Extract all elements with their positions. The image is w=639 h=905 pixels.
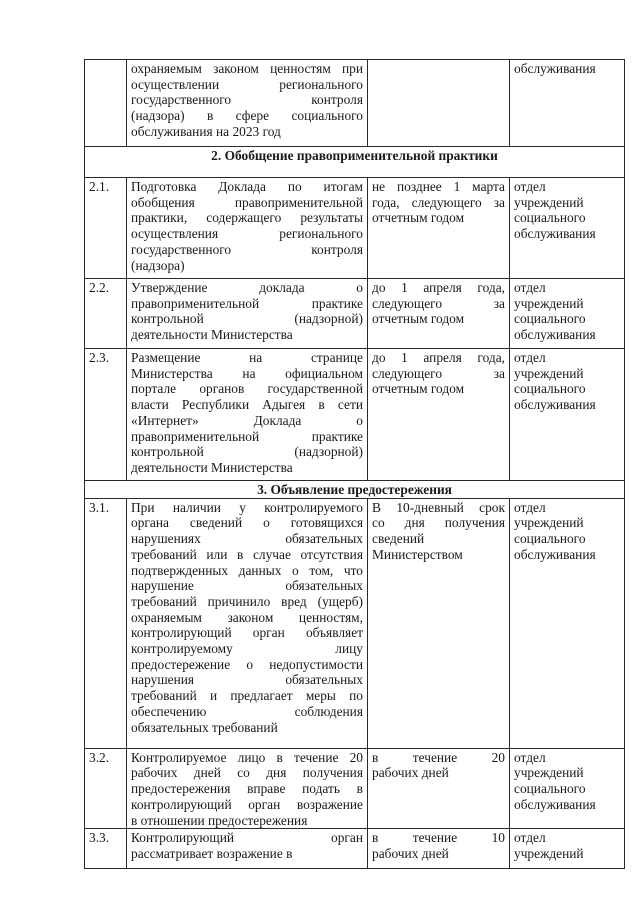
responsible-cell-line: социального <box>514 311 586 327</box>
term-cell-line: не позднее 1 марта <box>372 179 505 194</box>
action-cell-line: обслуживания на 2023 год <box>131 123 281 139</box>
responsible-cell-line: отдел <box>514 280 546 295</box>
action-cell-line: контрольной (надзорной) <box>131 311 363 327</box>
action-cell-line: контролирующий орган объявляет <box>131 625 363 641</box>
item-number: 2.1. <box>85 178 127 279</box>
action-cell-line: рабочих дней со дня получения <box>131 765 363 781</box>
action-cell-line: государственного контроля <box>131 241 363 257</box>
action-cell <box>127 829 368 869</box>
action-cell-line: предостережение о недопустимости <box>131 656 363 672</box>
table-row <box>85 498 625 748</box>
item-number <box>85 60 127 147</box>
action-cell <box>127 748 368 829</box>
action-cell <box>127 178 368 279</box>
responsible-cell-line: обслуживания <box>514 397 596 413</box>
term-cell-line: до 1 апреля года, <box>372 280 505 295</box>
action-cell-line: в отношении предостережения <box>131 812 308 828</box>
action-cell-line: контрольной (надзорной) <box>131 444 363 460</box>
action-cell-line: правоприменительной практике <box>131 428 363 444</box>
responsible-cell-line: учреждений <box>514 194 584 210</box>
action-cell-line: Контролирующий орган <box>131 830 363 846</box>
action-cell-line: Министерства на официальном <box>131 365 363 381</box>
responsible-cell-line: обслуживания <box>514 226 596 242</box>
term-cell <box>368 498 510 748</box>
term-cell-line: отчетным годом <box>372 210 465 226</box>
action-cell-line: осуществлении регионального <box>131 76 363 92</box>
responsible-cell-line: обслуживания <box>514 796 596 812</box>
term-cell-line: со дня получения <box>372 515 505 531</box>
term-cell-line: до 1 апреля года, <box>372 350 505 365</box>
action-cell-line: (надзора) <box>131 257 185 273</box>
action-cell-line: органа сведений о готовящихся <box>131 515 363 531</box>
responsible-cell-line: социального <box>514 381 586 397</box>
responsible-cell-line: социального <box>514 210 586 226</box>
term-cell <box>368 60 510 147</box>
action-cell-line: правоприменительной практике <box>131 295 363 311</box>
measures-table <box>84 59 625 869</box>
item-number: 3.1. <box>85 498 127 748</box>
section-header-row <box>85 481 625 499</box>
action-cell-line: нарушения обязательных <box>131 672 363 688</box>
action-cell-line: Утверждение доклада о <box>131 280 363 295</box>
term-cell <box>368 748 510 829</box>
term-cell-line: отчетным годом <box>372 381 465 397</box>
action-cell-line: практики, содержащего результаты <box>131 210 363 226</box>
term-cell-line: следующего за <box>372 295 505 311</box>
responsible-cell <box>510 60 625 147</box>
action-cell-line: подтвержденных данных о том, что <box>131 562 363 578</box>
action-cell-line: власти Республики Адыгея в сети <box>131 397 363 413</box>
table-row <box>85 829 625 869</box>
action-cell-line: государственного контроля <box>131 92 363 108</box>
term-cell-line: в течение 10 <box>372 830 505 846</box>
action-cell-line: контролируемому лицу <box>131 641 363 657</box>
responsible-cell-line: учреждений <box>514 295 584 311</box>
action-cell-line: требований причинило вред (ущерб) <box>131 593 363 609</box>
item-number: 2.2. <box>85 279 127 349</box>
action-cell <box>127 60 368 147</box>
action-cell <box>127 349 368 481</box>
term-cell-line: отчетным годом <box>372 311 465 327</box>
responsible-cell-line: отдел <box>514 499 546 515</box>
responsible-cell-line: отдел <box>514 749 546 765</box>
action-cell-line: требований и предлагает меры по <box>131 688 363 704</box>
action-cell-line: обязательных требований <box>131 719 278 735</box>
responsible-cell <box>510 498 625 748</box>
action-cell-line: рассматривает возражение в <box>131 845 293 861</box>
term-cell-line: В 10-дневный срок <box>372 499 505 515</box>
action-cell-line: обеспечению соблюдения <box>131 703 363 719</box>
responsible-cell <box>510 829 625 869</box>
action-cell-line: охраняемым законом ценностям, <box>131 609 363 625</box>
responsible-cell-line: отдел <box>514 350 546 365</box>
term-cell <box>368 178 510 279</box>
responsible-cell-line: социального <box>514 781 586 797</box>
table-row <box>85 178 625 279</box>
item-number: 3.2. <box>85 748 127 829</box>
section-title: 3. Объявление предостережения <box>85 481 625 499</box>
section-title: 2. Обобщение правоприменительной практики <box>85 147 625 178</box>
term-cell-line: Министерством <box>372 546 463 562</box>
action-cell-line: Подготовка Доклада по итогам <box>131 179 363 194</box>
action-cell-line: охраняемым законом ценностям при <box>131 61 363 76</box>
action-cell-line: нарушение обязательных <box>131 578 363 594</box>
action-cell-line: требований или в случае отсутствия <box>131 546 363 562</box>
term-cell-line: года, следующего за <box>372 194 505 210</box>
responsible-cell-line: социального <box>514 531 586 547</box>
responsible-cell-line: обслуживания <box>514 61 596 76</box>
term-cell <box>368 349 510 481</box>
action-cell-line: портале органов государственной <box>131 381 363 397</box>
action-cell <box>127 498 368 748</box>
item-number: 3.3. <box>85 829 127 869</box>
term-cell <box>368 279 510 349</box>
action-cell-line: При наличии у контролируемого <box>131 499 363 515</box>
responsible-cell-line: отдел <box>514 179 546 194</box>
responsible-cell-line: обслуживания <box>514 546 596 562</box>
measures-table-body <box>85 60 625 869</box>
responsible-cell-line: учреждений <box>514 845 584 861</box>
term-cell-line: рабочих дней <box>372 765 449 781</box>
action-cell-line: деятельности Министерства <box>131 459 293 475</box>
responsible-cell-line: отдел <box>514 830 546 846</box>
action-cell-line: контролирующий орган возражение <box>131 796 363 812</box>
section-header-row <box>85 147 625 178</box>
responsible-cell <box>510 748 625 829</box>
term-cell <box>368 829 510 869</box>
action-cell-line: нарушениях обязательных <box>131 531 363 547</box>
responsible-cell <box>510 279 625 349</box>
responsible-cell-line: учреждений <box>514 765 584 781</box>
term-cell-line: следующего за <box>372 365 505 381</box>
term-cell-line: в течение 20 <box>372 749 505 765</box>
table-row <box>85 748 625 829</box>
responsible-cell-line: учреждений <box>514 515 584 531</box>
table-row <box>85 60 625 147</box>
action-cell-line: Размещение на странице <box>131 350 363 365</box>
action-cell-line: обобщения правоприменительной <box>131 194 363 210</box>
action-cell-line: деятельности Министерства <box>131 327 293 343</box>
term-cell-line: рабочих дней <box>372 845 449 861</box>
table-row <box>85 279 625 349</box>
action-cell-line: (надзора) в сфере социального <box>131 108 363 124</box>
responsible-cell-line: обслуживания <box>514 327 596 343</box>
action-cell-line: «Интернет» Доклада о <box>131 412 363 428</box>
table-row <box>85 349 625 481</box>
responsible-cell <box>510 178 625 279</box>
term-cell-line: сведений <box>372 531 425 547</box>
responsible-cell <box>510 349 625 481</box>
action-cell-line: осуществления регионального <box>131 226 363 242</box>
item-number: 2.3. <box>85 349 127 481</box>
action-cell-line: Контролируемое лицо в течение 20 <box>131 749 363 765</box>
action-cell <box>127 279 368 349</box>
responsible-cell-line: учреждений <box>514 365 584 381</box>
action-cell-line: предостережения вправе подать в <box>131 781 363 797</box>
